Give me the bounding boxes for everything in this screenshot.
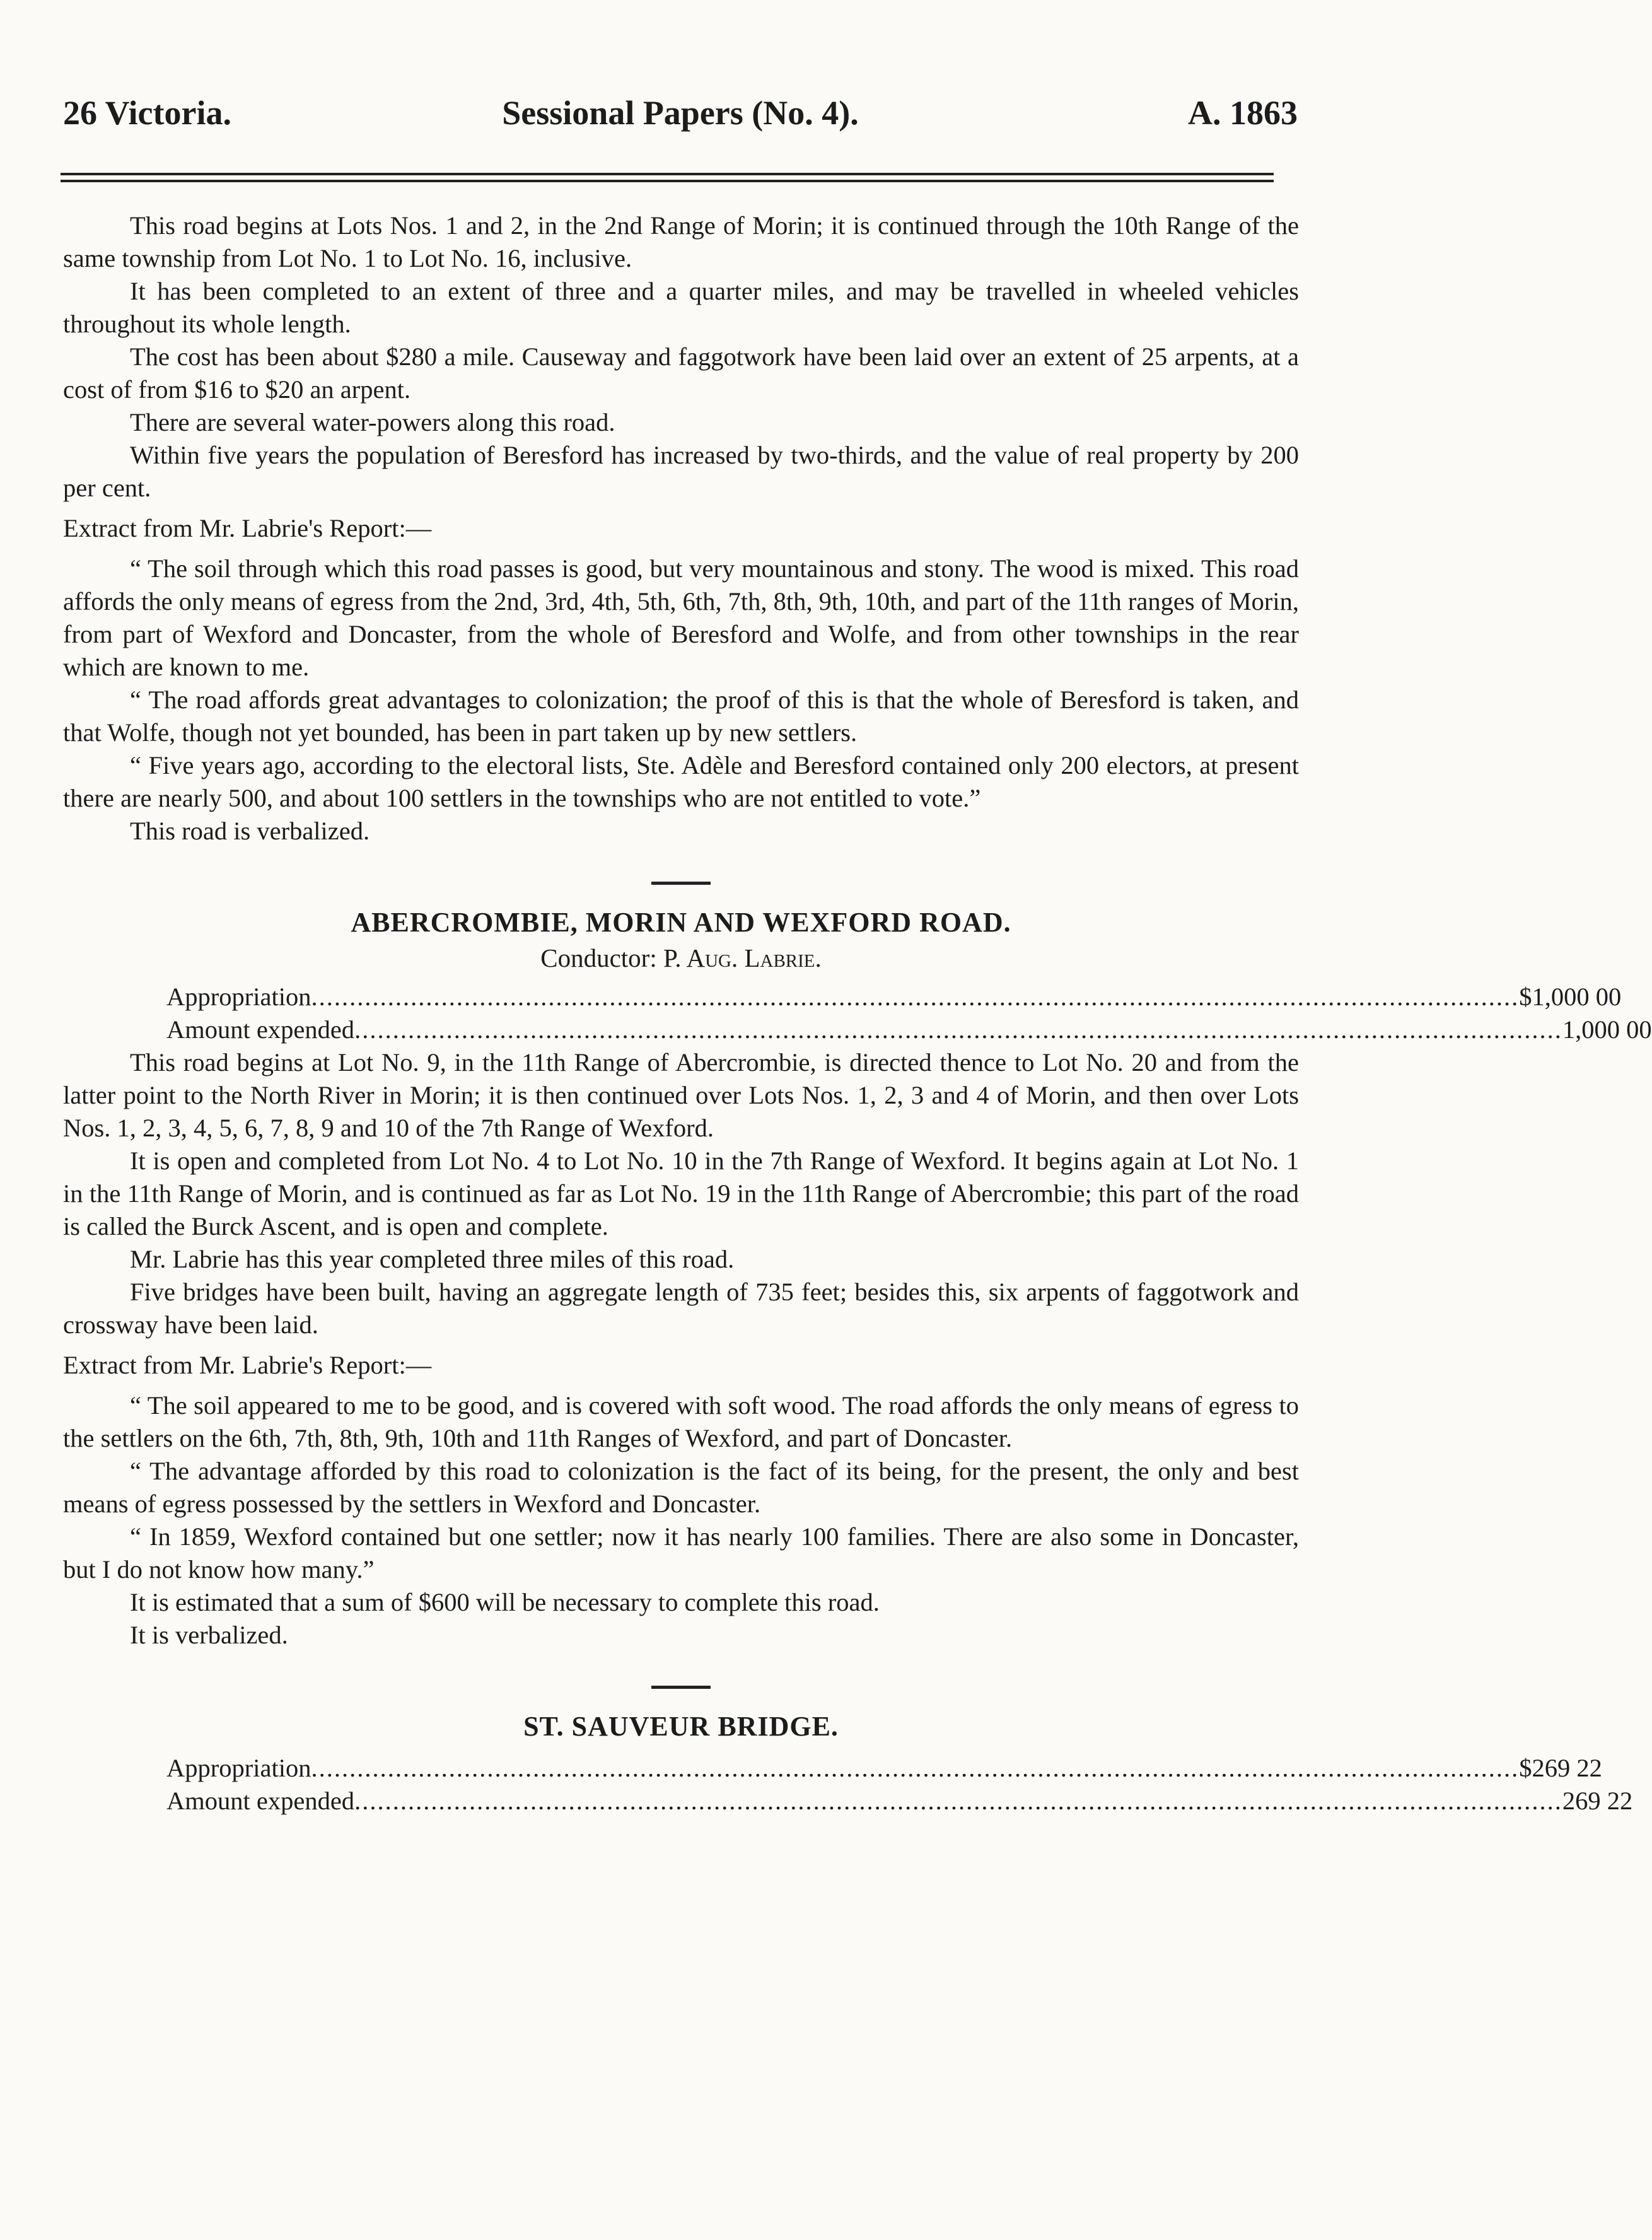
report-quote: “ In 1859, Wexford contained but one settler; now it has nearly 100 families. There are also some in Doncaster, but I do not know how many.”: [63, 1522, 1299, 1584]
paragraph: There are several water-powers along this road.: [130, 408, 615, 436]
paragraph: The cost has been about $280 a mile. Causeway and faggotwork have been laid over an extent of 25 arpents, at a cost of from $16 to $20 an arpent.: [63, 342, 1299, 404]
ledger-label: Appropriation: [166, 983, 311, 1011]
section-divider: [651, 882, 711, 885]
closing-line: This road is verbalized.: [130, 817, 370, 845]
leader-dots: ..............................................................................................................................................................: [311, 983, 1520, 1011]
paragraph: Five bridges have been built, having an aggregate length of 735 feet; besides this, six arpents of faggotwork and crossway have been laid.: [63, 1278, 1299, 1339]
ledger-row: [166, 1785, 1633, 1817]
paragraph: It has been completed to an extent of three and a quarter miles, and may be travelled in wheeled vehicles throughout its whole length.: [63, 277, 1299, 338]
header-session: 26 Victoria.: [63, 94, 231, 132]
section-title: ST. SAUVEUR BRIDGE.: [523, 1711, 839, 1742]
paragraph: This road begins at Lots Nos. 1 and 2, in the 2nd Range of Morin; it is continued through the 10th Range of the same township from Lot No. 1 to Lot No. 16, inclusive.: [63, 211, 1299, 272]
report-quote: “ The soil appeared to me to be good, and is covered with soft wood. The road affords the only means of egress to the settlers on the 6th, 7th, 8th, 9th, 10th and 11th Ranges of Wexford, and part of Doncaster.: [63, 1391, 1299, 1452]
paragraph: Within five years the population of Beresford has increased by two-thirds, and the value of real property by 200 per cent.: [63, 441, 1299, 502]
leader-dots: ..............................................................................................................................................................: [354, 1787, 1562, 1815]
extract-heading: Extract from Mr. Labrie's Report:—: [63, 514, 432, 542]
header-title: Sessional Papers (No. 4).: [502, 94, 859, 132]
ledger: [166, 981, 1652, 1046]
section-divider: [651, 1686, 711, 1689]
conductor-line: [63, 942, 1299, 974]
ledger-label: Amount expended: [166, 1787, 355, 1815]
leader-dots: ..............................................................................................................................................................: [311, 1754, 1520, 1782]
paragraph: Mr. Labrie has this year completed three miles of this road.: [130, 1245, 735, 1273]
ledger-amount: $269 22: [1519, 1754, 1602, 1782]
paragraph: It is open and completed from Lot No. 4 to Lot No. 10 in the 7th Range of Wexford. It begins again at Lot No. 1 in the 11th Range of Morin, and is continued as far as Lot No. 19 in the 11th Range of Abercrombie; this part of the road is called the Burck Ascent, and is open and complete.: [63, 1146, 1299, 1240]
ledger: [166, 1752, 1633, 1817]
report-quote: “ The soil through which this road passes is good, but very mountainous and stony. The wood is mixed. This road affords the only means of egress from the 2nd, 3rd, 4th, 5th, 6th, 7th, 8th, 9th, 10th, and part of the 11th ranges of Morin, from part of Wexford and Doncaster, from the whole of Beresford and Wolfe, and from other townships in the rear which are known to me.: [63, 554, 1299, 681]
conductor-label: Conductor:: [540, 943, 657, 972]
header-rule-bottom: [61, 180, 1274, 182]
ledger-label: Appropriation: [166, 1754, 311, 1782]
paragraph: This road begins at Lot No. 9, in the 11th Range of Abercrombie, is directed thence to Lot No. 20 and from the latter point to the North River in Morin; it is then continued over Lots Nos. 1, 2, 3 and 4 of Morin, and then over Lots Nos. 1, 2, 3, 4, 5, 6, 7, 8, 9 and 10 of the 7th Range of Wexford.: [63, 1048, 1299, 1142]
header-rule-top: [61, 173, 1274, 175]
ledger-amount: 1,000 00: [1562, 1015, 1652, 1044]
ledger-row: [166, 1752, 1602, 1785]
ledger-amount: 269 22: [1562, 1787, 1633, 1815]
extract-heading: Extract from Mr. Labrie's Report:—: [63, 1351, 432, 1379]
leader-dots: ..............................................................................................................................................................: [354, 1015, 1562, 1044]
header-year: A. 1863: [1188, 94, 1298, 132]
section-title: ABERCROMBIE, MORIN AND WEXFORD ROAD.: [351, 907, 1011, 938]
report-quote: “ The advantage afforded by this road to colonization is the fact of its being, for the present, the only and best means of egress possessed by the settlers in Wexford and Doncaster.: [63, 1457, 1299, 1518]
ledger-row: [166, 1013, 1652, 1046]
page-header: [63, 93, 1298, 144]
report-quote: “ The road affords great advantages to colonization; the proof of this is that the whole of Beresford is taken, and that Wolfe, though not yet bounded, has been in part taken up by new settlers.: [63, 685, 1299, 747]
closing-line: It is verbalized.: [130, 1621, 288, 1649]
conductor-name: P. Aug. Labrie.: [663, 943, 822, 972]
ledger-label: Amount expended: [166, 1015, 355, 1044]
ledger-amount: $1,000 00: [1519, 983, 1622, 1011]
document-body: [63, 209, 1652, 1817]
ledger-row: [166, 981, 1622, 1013]
report-quote: “ Five years ago, according to the electoral lists, Ste. Adèle and Beresford contained only 200 electors, at present there are nearly 500, and about 100 settlers in the townships who are not entitled to vote.”: [63, 751, 1299, 812]
closing-line: It is estimated that a sum of $600 will be necessary to complete this road.: [130, 1588, 880, 1616]
